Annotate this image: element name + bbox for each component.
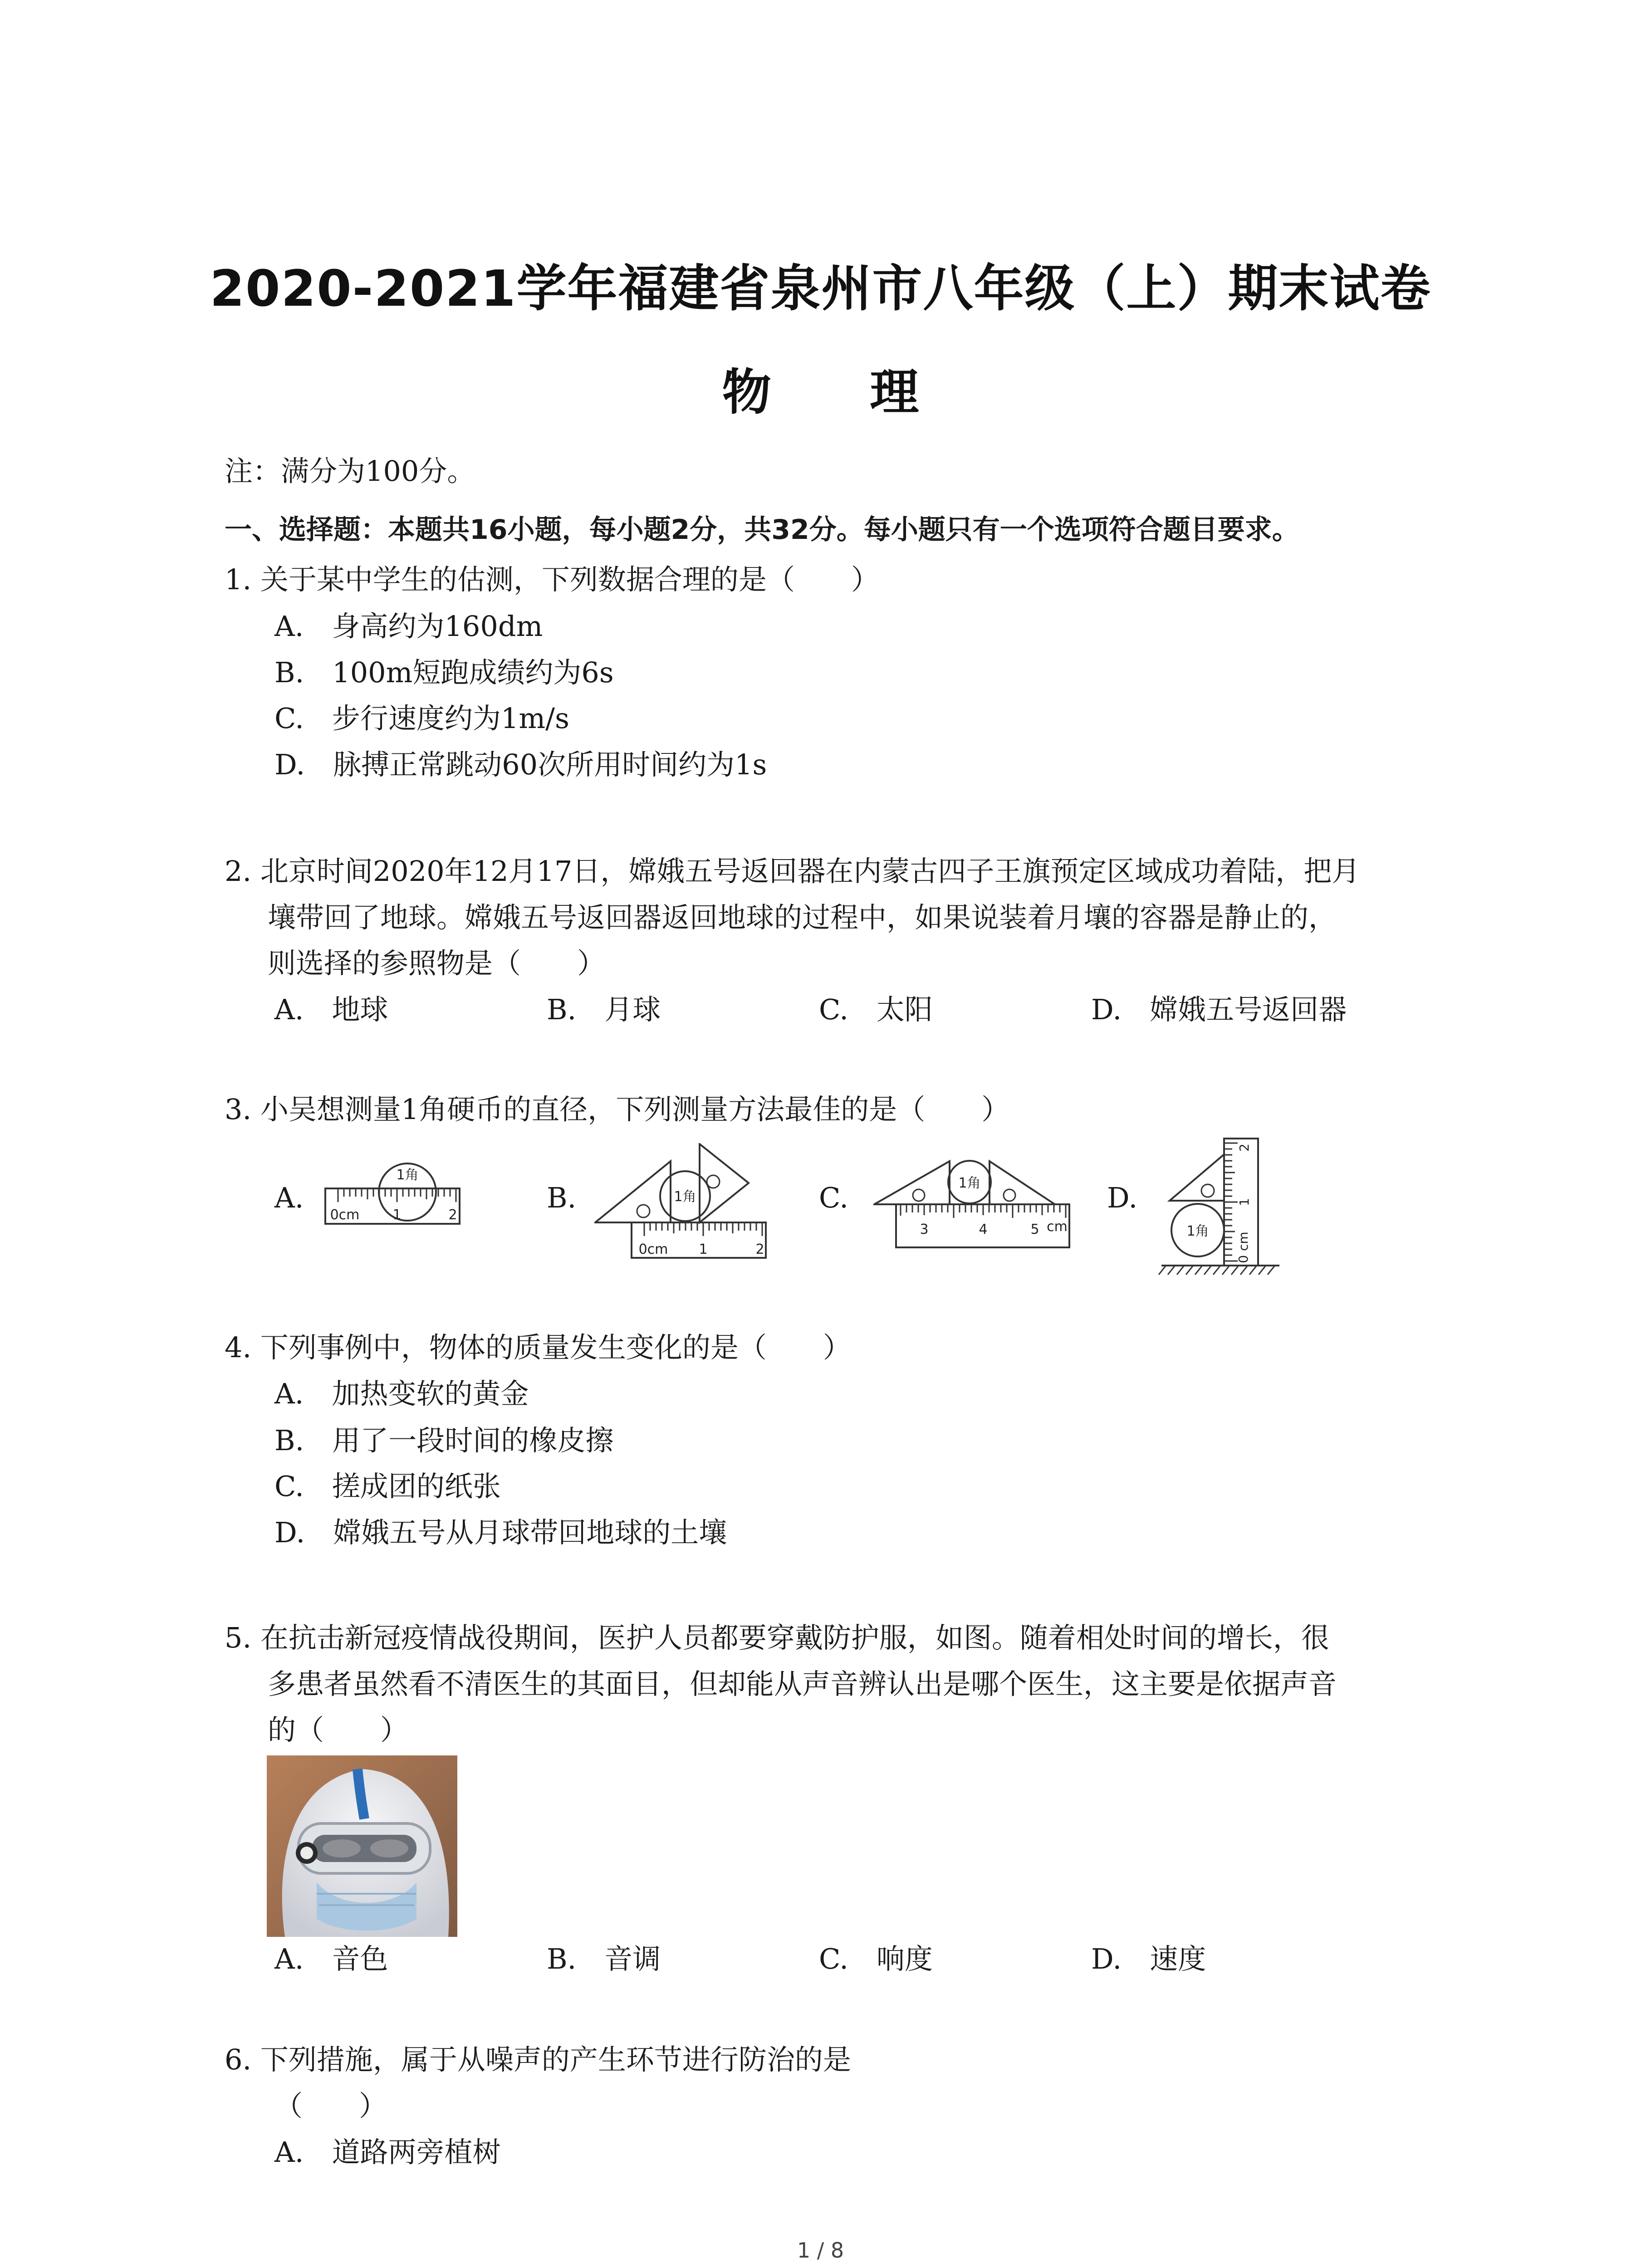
section-heading: 一、选择题：本题共16小题，每小题2分，共32分。每小题只有一个选项符合题目要求。 bbox=[225, 514, 1299, 546]
figure-d-tick-0: 0 cm bbox=[1236, 1232, 1251, 1263]
question-6-stem-line-1: 6. 下列措施，属于从噪声的产生环节进行防治的是 bbox=[225, 2043, 851, 2076]
question-5-option-b: B. 音调 bbox=[547, 1942, 661, 1975]
figure-a-tick-2: 2 bbox=[448, 1207, 457, 1223]
question-2-option-d: D. 嫦娥五号返回器 bbox=[1091, 993, 1347, 1026]
figure-c-unit: cm bbox=[1047, 1219, 1068, 1235]
question-2-stem-line-2: 壤带回了地球。嫦娥五号返回器返回地球的过程中，如果说装着月壤的容器是静止的， bbox=[268, 901, 1337, 934]
figure-c-tick-3: 3 bbox=[920, 1222, 929, 1237]
question-1-option-d: D. 脉搏正常跳动60次所用时间约为1s bbox=[274, 748, 767, 781]
question-1-stem: 1. 关于某中学生的估测，下列数据合理的是（ ） bbox=[225, 563, 879, 596]
question-5-option-c: C. 响度 bbox=[819, 1942, 933, 1975]
question-6-option-a: A. 道路两旁植树 bbox=[274, 2136, 501, 2169]
score-note: 注：满分为100分。 bbox=[225, 455, 475, 488]
figure-a-tick-1: 1 bbox=[392, 1207, 402, 1223]
figure-c-ruler-triangles bbox=[873, 1152, 1073, 1256]
figure-d-tick-1: 1 bbox=[1237, 1198, 1252, 1206]
question-1-option-b: B. 100m短跑成绩约为6s bbox=[274, 656, 614, 689]
figure-c-tick-5: 5 bbox=[1030, 1222, 1039, 1237]
figure-b-tick-1: 1 bbox=[699, 1242, 708, 1257]
question-5-stem-line-1: 5. 在抗击新冠疫情战役期间，医护人员都要穿戴防护服，如图。随着相处时间的增长，很 bbox=[225, 1621, 1329, 1654]
question-2-option-b: B. 月球 bbox=[547, 993, 661, 1026]
question-3-option-b: B. bbox=[547, 1181, 577, 1214]
question-3-option-d: D. bbox=[1107, 1181, 1138, 1214]
figure-a-tick-0: 0cm bbox=[330, 1207, 360, 1223]
question-4-option-c: C. 搓成团的纸张 bbox=[274, 1470, 501, 1503]
page-subtitle: 物 理 bbox=[722, 364, 960, 421]
figure-b-tick-0: 0cm bbox=[638, 1242, 668, 1257]
question-4-option-d: D. 嫦娥五号从月球带回地球的土壤 bbox=[274, 1516, 727, 1549]
page-title: 2020-2021学年福建省泉州市八年级（上）期末试卷 bbox=[210, 259, 1431, 318]
question-4-option-b: B. 用了一段时间的橡皮擦 bbox=[274, 1424, 614, 1457]
figure-c-tick-4: 4 bbox=[979, 1222, 988, 1237]
page-number: 1 / 8 bbox=[797, 2238, 844, 2263]
question-2-option-a: A. 地球 bbox=[274, 993, 388, 1026]
question-6-stem-line-2: （ ） bbox=[274, 2089, 387, 2122]
question-4-stem: 4. 下列事例中，物体的质量发生变化的是（ ） bbox=[225, 1331, 851, 1364]
question-2-stem-line-1: 2. 北京时间2020年12月17日，嫦娥五号返回器在内蒙古四子王旗预定区域成功着陆，把月 bbox=[225, 855, 1360, 888]
question-3-stem: 3. 小吴想测量1角硬币的直径，下列测量方法最佳的是（ ） bbox=[225, 1093, 1010, 1126]
figure-c-coin-label: 1角 bbox=[958, 1175, 981, 1191]
question-3-option-a: A. bbox=[274, 1181, 304, 1214]
figure-b-coin-label: 1角 bbox=[674, 1189, 696, 1205]
question-1-option-a: A. 身高约为160dm bbox=[274, 610, 543, 643]
figure-b-tick-2: 2 bbox=[755, 1242, 764, 1257]
question-5-stem-line-3: 的（ ） bbox=[268, 1713, 409, 1746]
figure-d-coin-label: 1角 bbox=[1186, 1223, 1209, 1239]
medical-worker-photo bbox=[267, 1755, 457, 1937]
question-5-stem-line-2: 多患者虽然看不清医生的其面目，但却能从声音辨认出是哪个医生，这主要是依据声音 bbox=[268, 1667, 1337, 1701]
figure-d-vertical-ruler bbox=[1152, 1129, 1288, 1279]
figure-b-ruler-triangles bbox=[594, 1143, 776, 1266]
question-5-option-d: D. 速度 bbox=[1091, 1942, 1206, 1975]
question-4-option-a: A. 加热变软的黄金 bbox=[274, 1377, 529, 1410]
question-2-stem-line-3: 则选择的参照物是（ ） bbox=[268, 947, 606, 980]
question-2-option-c: C. 太阳 bbox=[819, 993, 933, 1026]
question-5-option-a: A. 音色 bbox=[274, 1942, 388, 1975]
figure-a-coin-label: 1角 bbox=[396, 1167, 419, 1183]
figure-a-ruler bbox=[324, 1161, 460, 1247]
figure-d-tick-2: 2 bbox=[1237, 1144, 1252, 1152]
question-3-option-c: C. bbox=[819, 1181, 848, 1214]
question-1-option-c: C. 步行速度约为1m/s bbox=[274, 702, 569, 735]
